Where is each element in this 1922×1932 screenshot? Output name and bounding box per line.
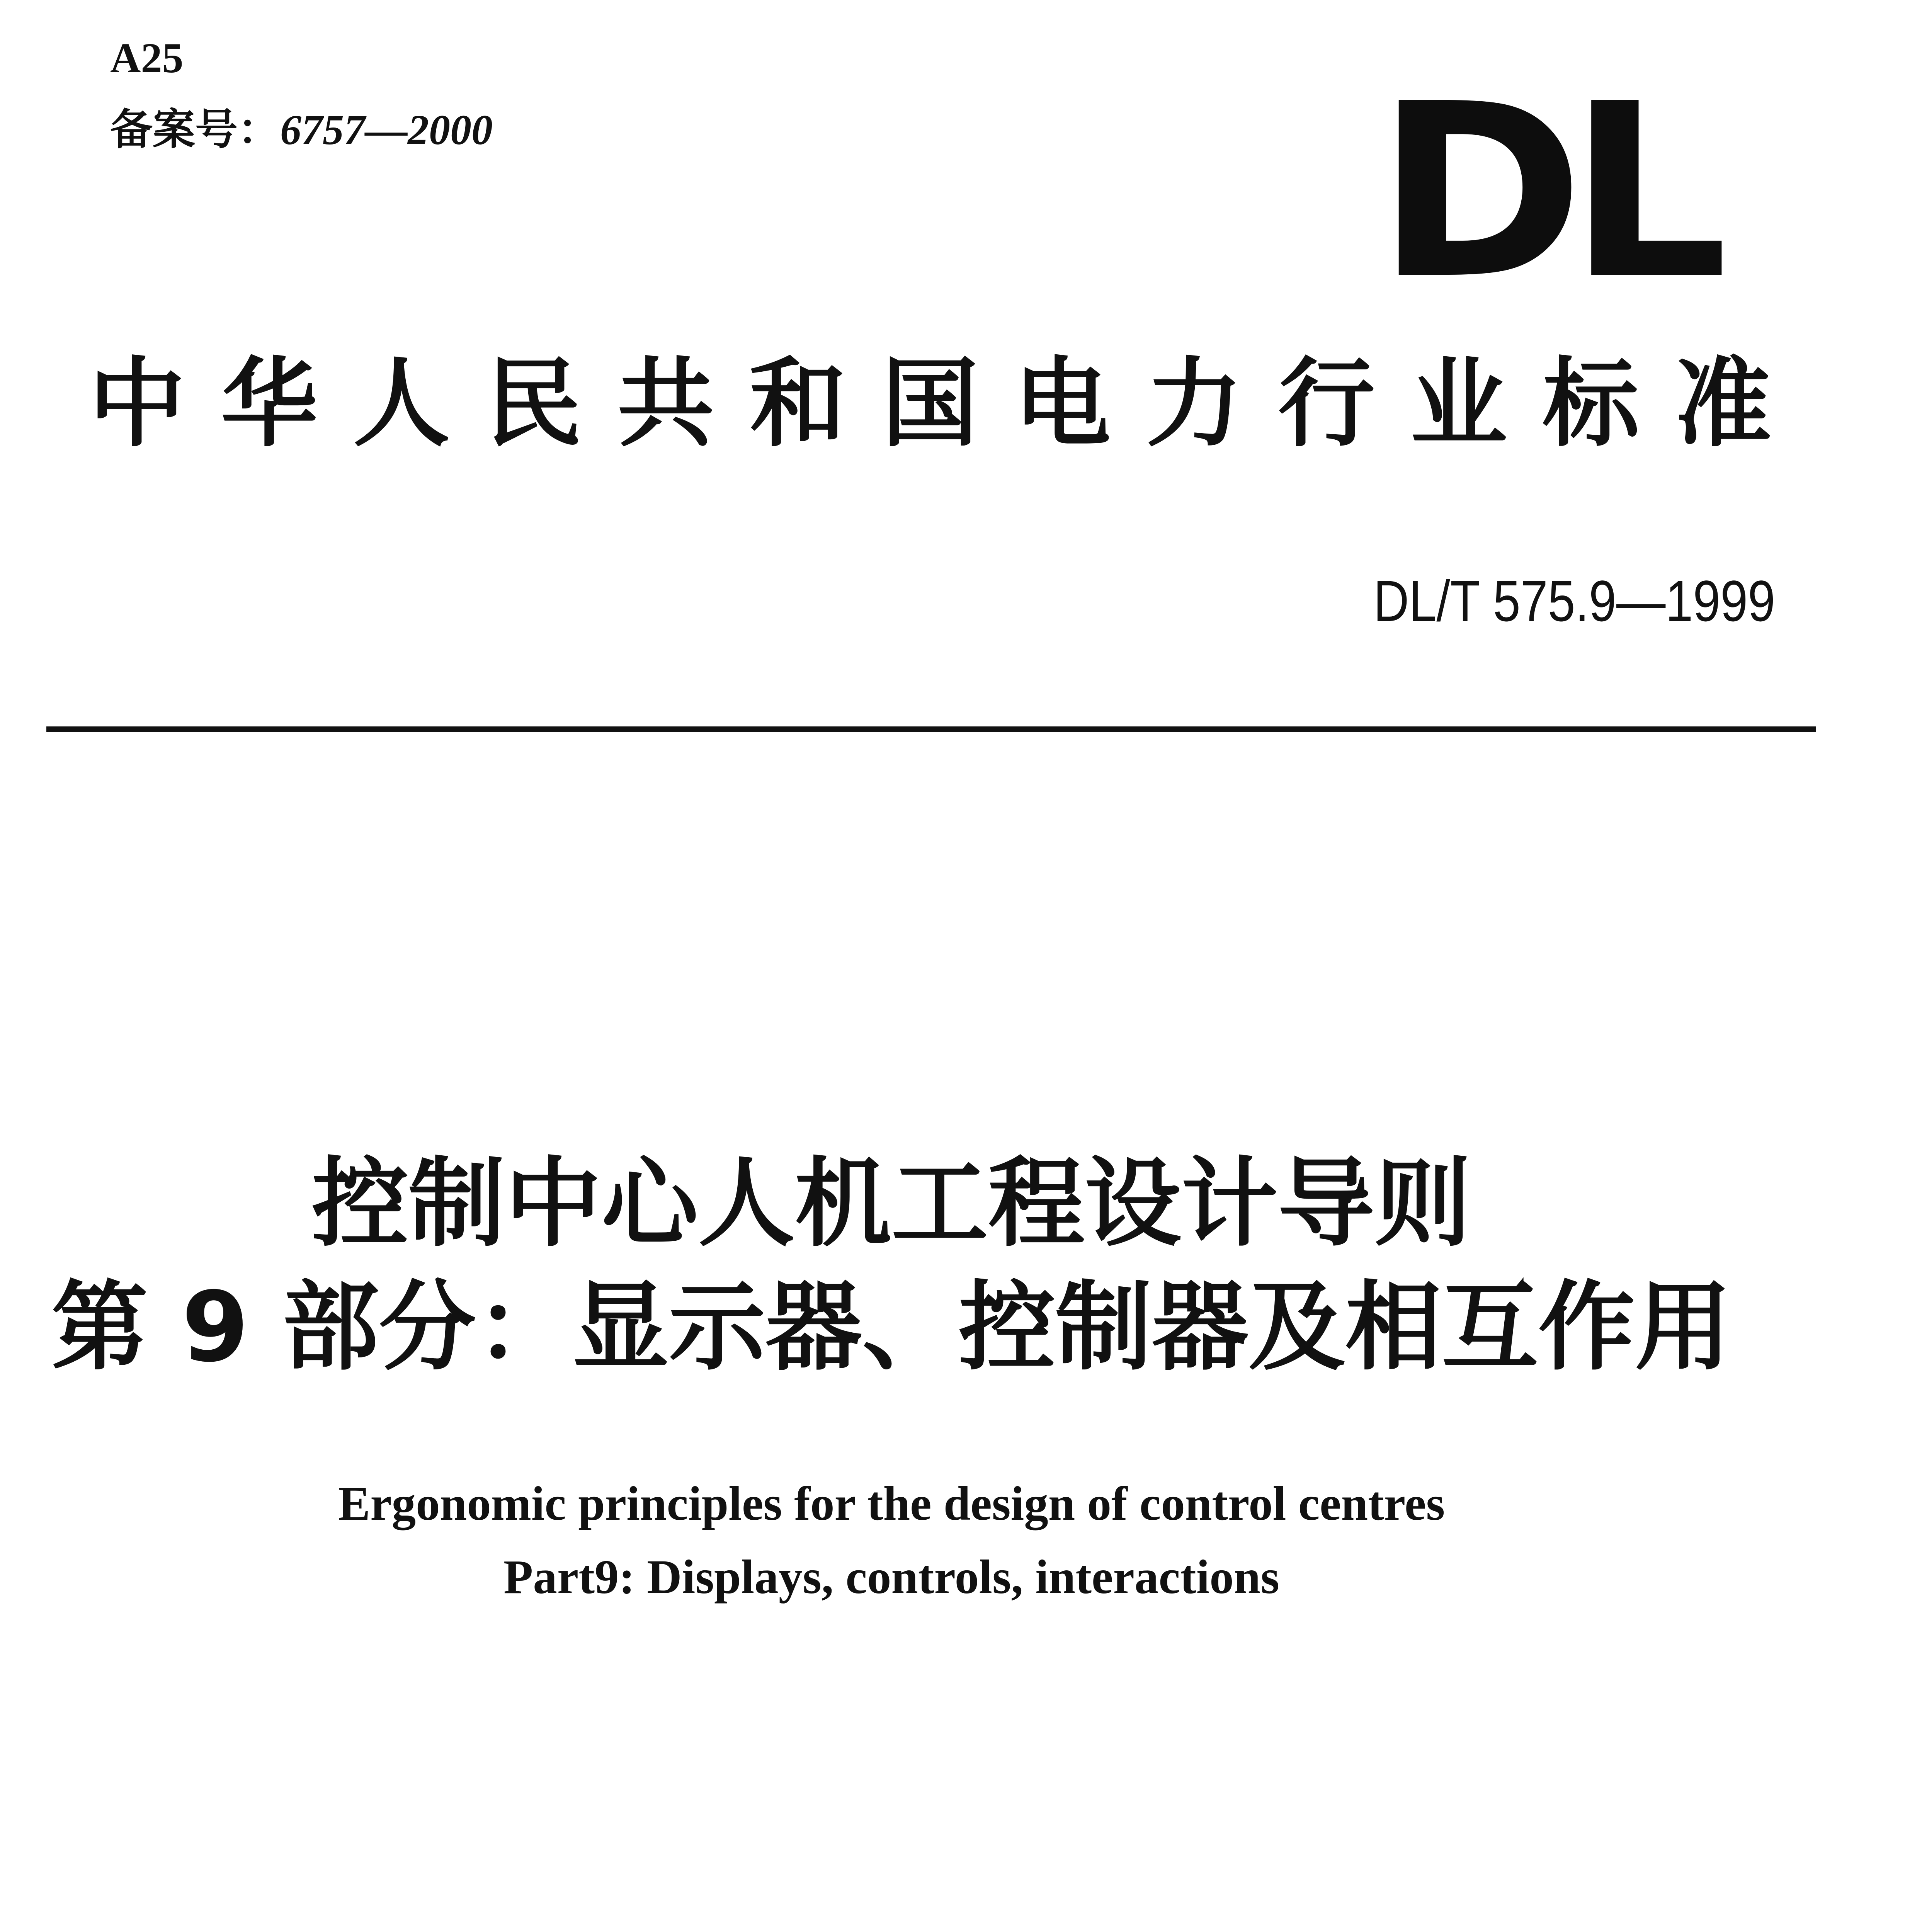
title-en-line2: Part9: Displays, controls, interactions	[503, 1551, 1279, 1604]
filing-record	[110, 105, 493, 154]
standard-category: 中华人民共和国电力行业标准	[89, 347, 1807, 460]
title-zh-line1: 控制中心人机工程设计导则	[312, 1147, 1471, 1260]
classification-code: A25	[110, 34, 184, 82]
filing-label: 备案号：	[110, 105, 280, 154]
filing-number: 6757—2000	[280, 106, 493, 153]
title-zh-line2: 第 9 部分：显示器、控制器及相互作用	[51, 1271, 1732, 1383]
title-en-line1: Ergonomic principles for the design of control centres	[338, 1477, 1445, 1531]
standard-number: DL/T 575.9—1999	[1373, 568, 1775, 633]
dl-logo: DL	[1376, 53, 1713, 332]
header-divider	[46, 726, 1816, 732]
